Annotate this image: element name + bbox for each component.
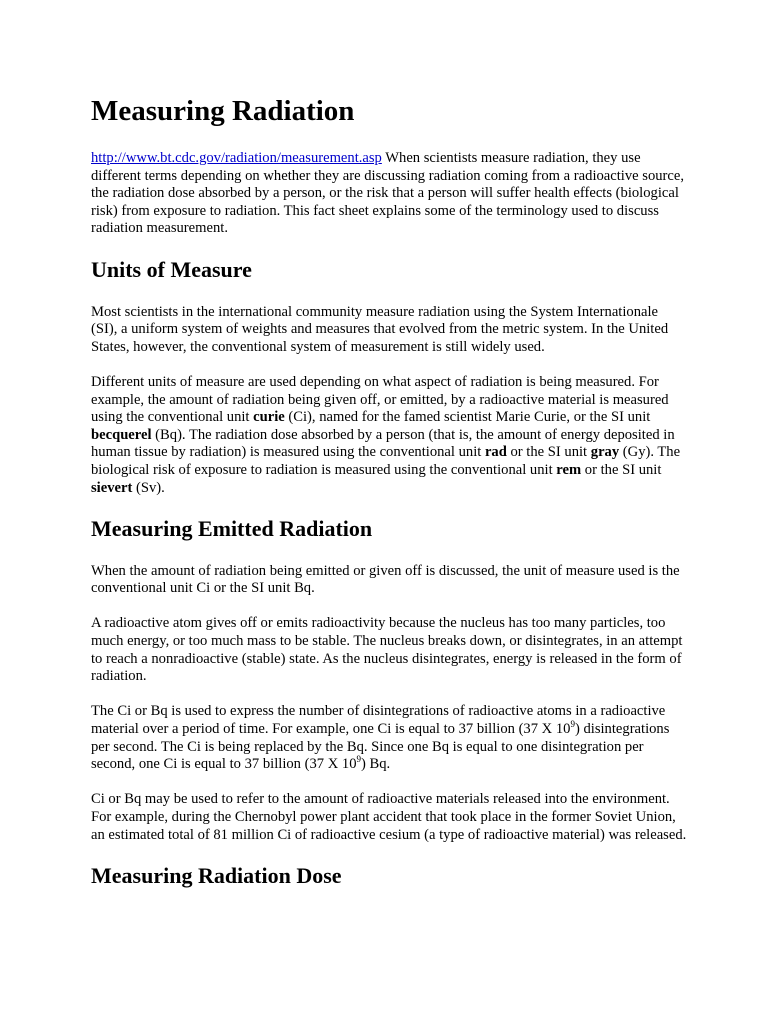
text-run: (Gy). The biological risk of exposure to radiation is measured using the conventional unit [91, 444, 681, 478]
intro-text: When scientists measure radiation, they use different terms depending on whether they are discussing radiation coming from a radioactive source, the radiation dose absorbed by a person, or the risk that a person will suffer health effects (biological risk) from exposure to radiation. This fact sheet explains some of the terminology used to discuss radiation measurement. [91, 150, 685, 237]
document-page [91, 92, 687, 910]
units-paragraph-2 [91, 374, 687, 497]
text-run: (Bq). The radiation dose absorbed by a person (that is, the amount of energy deposited in human tissue by radiation) is measured using the conventional unit [91, 426, 675, 461]
term-becquerel: becquerel [91, 426, 152, 443]
emitted-paragraph-3 [91, 703, 687, 773]
text-run: (Sv). [132, 479, 165, 496]
page-title: Measuring Radiation [91, 95, 355, 127]
intro-paragraph [91, 150, 687, 238]
emitted-paragraph-4: Ci or Bq may be used to refer to the amount of radioactive materials released into the environment. For example, during the Chernobyl power plant accident that took place in the former Soviet Union, an estimated total of 81 million Ci of radioactive cesium (a type of radioactive material) was released. [91, 791, 687, 843]
emitted-paragraph-1: When the amount of radiation being emitted or given off is discussed, the unit of measure used is the conventional unit Ci or the SI unit Bq. [91, 562, 680, 597]
text-run: or the SI unit [581, 461, 662, 478]
term-gray: gray [590, 444, 620, 461]
term-rad: rad [484, 444, 507, 461]
term-rem: rem [556, 461, 582, 478]
source-link[interactable]: http://www.bt.cdc.gov/radiation/measurement.asp [91, 150, 382, 166]
dose-heading: Measuring Radiation Dose [91, 862, 342, 888]
text-run: ) disintegrations per second. The Ci is being replaced by the Bq. Since one Bq is equal to one disintegration per second, one Ci is equal to 37 billion (37 X 10 [91, 721, 670, 773]
emitted-heading: Measuring Emitted Radiation [91, 515, 373, 541]
units-paragraph-1: Most scientists in the international community measure radiation using the System Internationale (SI), a uniform system of weights and measures that evolved from the metric system. In the United States, however, the conventional system of measurement is still widely used. [91, 303, 669, 355]
units-heading: Units of Measure [91, 256, 252, 282]
text-run: (Ci), named for the famed scientist Marie Curie, or the SI unit [284, 409, 651, 426]
text-run: The Ci or Bq is used to express the number of disintegrations of radioactive atoms in a radioactive material over a period of time. For example, one Ci is equal to 37 billion (37 X 10 [91, 703, 666, 738]
term-curie: curie [253, 409, 285, 426]
text-run: or the SI unit [506, 444, 591, 461]
emitted-paragraph-2: A radioactive atom gives off or emits radioactivity because the nucleus has too many particles, too much energy, or too much mass to be stable. The nucleus breaks down, or disintegrates, in an attempt to reach a nonradioactive (stable) state. As the nucleus disintegrates, energy is released in the form of radiation. [91, 615, 683, 685]
text-run: Different units of measure are used depending on what aspect of radiation is being measured. For example, the amount of radiation being given off, or emitted, by a radioactive material is measured using the conventional unit [91, 373, 669, 426]
text-run: ) Bq. [361, 756, 391, 773]
exponent: 9 [570, 719, 575, 730]
term-sievert: sievert [91, 479, 133, 496]
exponent: 9 [356, 754, 361, 765]
